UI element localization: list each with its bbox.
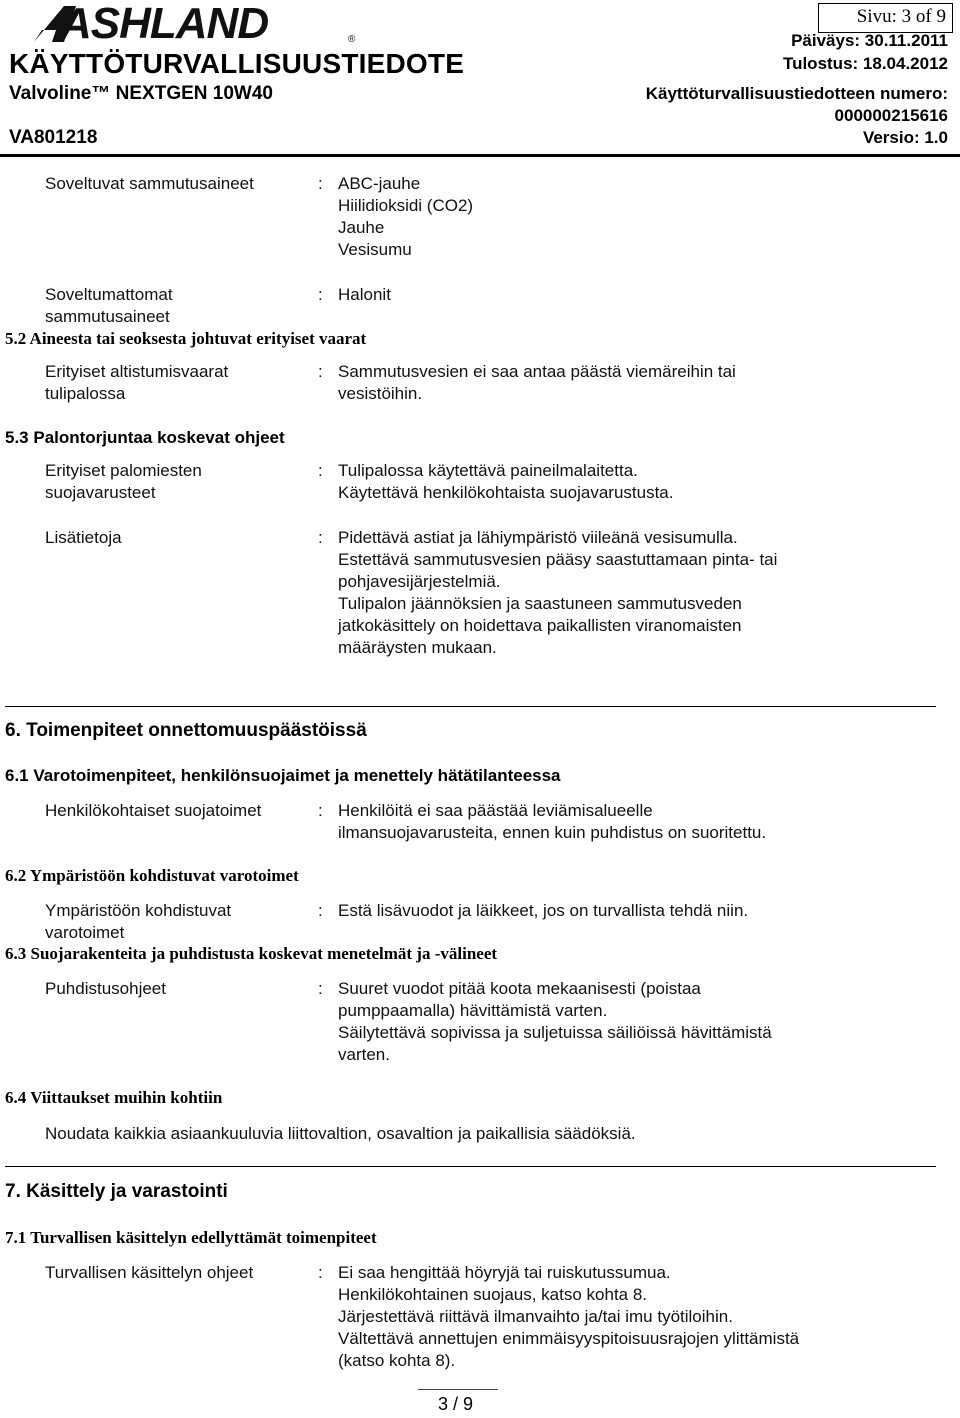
section-7-title: 7. Käsittely ja varastointi xyxy=(5,1181,228,1202)
environmental-precautions-value: : Estä lisävuodot ja läikkeet, jos on turvallista tehdä niin. xyxy=(318,901,749,920)
footer-page-number: 3 / 9 xyxy=(438,1394,474,1414)
section-7-divider xyxy=(5,1166,936,1167)
sds-number-label: Käyttöturvallisuustiedotteen numero: xyxy=(645,84,948,103)
brand-wordmark: ASHLAND xyxy=(60,0,269,44)
sds-number: 000000215616 xyxy=(834,106,948,125)
section-6-3-heading: 6.3 Suojarakenteita ja puhdistusta koskevat menetelmät ja -välineet xyxy=(5,944,498,963)
additional-info-label: Lisätietoja xyxy=(45,528,122,547)
registered-mark: ® xyxy=(348,34,356,44)
personal-precautions-values: : Henkilöitä ei saa päästää leviämisalueelle ilmansuojavarusteita, ennen kuin puhdistus on suoritettu. xyxy=(318,801,767,842)
special-hazards-values: : Sammutusvesien ei saa antaa päästä viemäreihin tai vesistöihin. xyxy=(318,362,736,403)
section-5-3-heading: 5.3 Palontorjuntaa koskevat ohjeet xyxy=(5,428,285,447)
product-name: Valvoline™ NEXTGEN 10W40 xyxy=(9,83,273,104)
section-6-2-heading: 6.2 Ympäristöön kohdistuvat varotoimet xyxy=(5,866,299,885)
firefighter-ppe-label-1: Erityiset palomiesten xyxy=(45,461,202,480)
additional-info-values: : Pidettävä astiat ja lähiympäristö viileänä vesisumulla. Estettävä sammutusvesien pääsy saastuttamaan pinta- tai pohjavesijärjestelmiä. Tulipalon jäännöksien ja saastuneen sammutusveden jatkokäsittely on hoidettava paikallisten viranomaisten määräysten mukaan. xyxy=(318,528,778,657)
page-indicator: Sivu: 3 of 9 xyxy=(856,6,946,27)
special-hazards-label-1: Erityiset altistumisvaarat xyxy=(45,362,229,381)
cleanup-methods-values: : Suuret vuodot pitää koota mekaanisesti (poistaa pumppaamalla) hävittämistä varten. Säilytettävä sopivissa ja suljetuissa säiliöissä hävittämistä varten. xyxy=(318,979,772,1064)
section-6-4-heading: 6.4 Viittaukset muihin kohtiin xyxy=(5,1088,223,1107)
document-code: VA801218 xyxy=(9,127,98,148)
suitable-media-label: Soveltuvat sammutusaineet xyxy=(45,174,254,193)
ashland-logo xyxy=(30,0,360,44)
personal-precautions-label: Henkilökohtaiset suojatoimet xyxy=(45,801,262,820)
special-hazards-label-2: tulipalossa xyxy=(45,384,126,403)
page-indicator-box xyxy=(818,3,953,33)
cleanup-methods-label: Puhdistusohjeet xyxy=(45,979,166,998)
document-title: KÄYTTÖTURVALLISUUSTIEDOTE xyxy=(9,48,465,79)
unsuitable-media-label-2: sammutusaineet xyxy=(45,307,170,326)
safe-handling-values: : Ei saa hengittää höyryjä tai ruiskutussumua. Henkilökohtainen suojaus, katso kohta 8. Järjestettävä riittävä ilmanvaihto ja/tai imu työtiloihin. Vältettävä annettujen enimmäisyyspitoisuusrajojen ylittämistä (katso kohta 8). xyxy=(318,1263,800,1370)
section-7-1-heading: 7.1 Turvallisen käsittelyn edellyttämät toimenpiteet xyxy=(5,1228,377,1247)
firefighter-ppe-values: : Tulipalossa käytettävä paineilmalaitetta. Käytettävä henkilökohtaista suojavarustusta. xyxy=(318,461,674,502)
section-5-2-heading: 5.2 Aineesta tai seoksesta johtuvat erityiset vaarat xyxy=(5,329,367,348)
section-6-title: 6. Toimenpiteet onnettomuuspäästöissä xyxy=(5,720,367,741)
suitable-media-values: : ABC-jauhe Hiilidioksidi (CO2) Jauhe Vesisumu xyxy=(318,174,474,259)
print-date: Tulostus: 18.04.2012 xyxy=(782,54,948,73)
unsuitable-media-value: : Halonit xyxy=(318,285,391,304)
section-6-divider xyxy=(5,706,936,707)
environmental-precautions-label-1: Ympäristöön kohdistuvat xyxy=(45,901,232,920)
reference-text: Noudata kaikkia asiaankuuluvia liittovaltion, osavaltion ja paikallisia säädöksiä. xyxy=(45,1124,636,1143)
header-divider xyxy=(0,154,960,157)
safe-handling-label: Turvallisen käsittelyn ohjeet xyxy=(45,1263,254,1282)
version: Versio: 1.0 xyxy=(862,128,948,147)
unsuitable-media-label-1: Soveltumattomat xyxy=(45,285,173,304)
environmental-precautions-label-2: varotoimet xyxy=(45,923,125,942)
section-6-1-heading: 6.1 Varotoimenpiteet, henkilönsuojaimet ja menettely hätätilanteessa xyxy=(5,766,561,785)
footer-rule xyxy=(418,1389,498,1390)
issue-date: Päiväys: 30.11.2011 xyxy=(791,31,948,50)
firefighter-ppe-label-2: suojavarusteet xyxy=(45,483,156,502)
